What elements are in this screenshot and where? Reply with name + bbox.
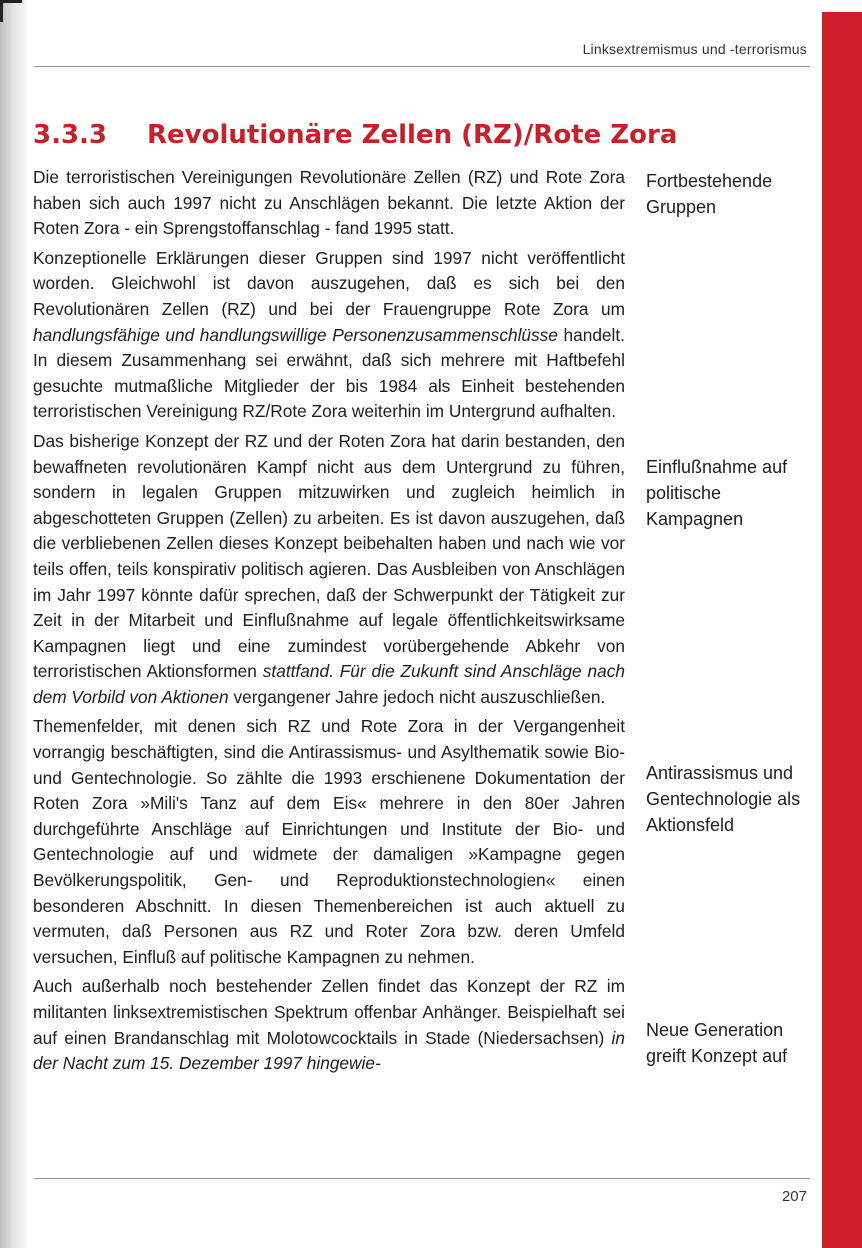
body-text xyxy=(33,165,625,1081)
chapter-color-tab xyxy=(822,12,862,1248)
paragraph-4: Themenfelder, mit denen sich RZ und Rote Zora in der Vergangenheit vorrangig beschäftigten, sind die Antirassismus- und Asylthematik sowie Bio- und Gentechnologie. So zählte die 1993 erschienene Dokumentation der Roten Zora »Mili's Tanz auf dem Eis« mehrere in den 80er Jahren durchgeführte Anschläge auf Einrichtungen und Institute der Bio- und Gentechnologie auf und widmete der damaligen »Kampagne gegen Bevölkerungspolitik, Gen- und Reproduktionstechnologien« einen besonderen Abschnitt. In diesen Themenbereichen ist auch aktuell zu vermuten, daß Personen aus RZ und Roter Zora bzw. deren Umfeld versuchen, Einfluß auf politische Kampagnen zu nehmen. xyxy=(33,716,625,967)
paragraph-2-text-a: Konzeptionelle Erklärungen dieser Gruppen sind 1997 nicht veröffentlicht worden. Gleichwohl ist davon auszugehen, daß es sich bei den Revolutionären Zellen (RZ) und bei der Frauengruppe Rote Zora um xyxy=(33,247,625,319)
footer-rule xyxy=(34,1178,810,1179)
margin-note-groups: Fortbestehende Gruppen xyxy=(646,171,773,217)
margin-note-campaigns: Einflußnahme auf politische Kampagnen xyxy=(646,457,788,529)
paragraph-3 xyxy=(33,429,625,711)
paragraph-1: Die terroristischen Vereinigungen Revolutionäre Zellen (RZ) und Rote Zora haben sich auch 1997 nicht zu Anschlägen bekannt. Die letzte Aktion der Roten Zora - ein Sprengstoffanschlag - fand 1995 statt. xyxy=(33,167,625,239)
paragraph-3-text-b: vergangener Jahre jedoch nicht auszuschließen. xyxy=(228,686,606,707)
crop-mark xyxy=(0,0,22,22)
paragraph-3-emphasis: stattfand. Für die Zukunft sind Anschläge nach dem Vorbild von Aktionen xyxy=(33,661,625,707)
paragraph-5 xyxy=(33,974,625,1076)
page-number: 207 xyxy=(781,1188,807,1205)
paragraph-5-emphasis: in der Nacht zum 15. Dezember 1997 hingewie- xyxy=(33,1027,625,1074)
margin-note-new-generation: Neue Generation greift Konzept auf xyxy=(646,1020,788,1066)
page-gutter-shadow xyxy=(0,0,30,1248)
paragraph-3-text-a: Das bisherige Konzept der RZ und der Roten Zora hat darin bestanden, den bewaffneten revolutionären Kampf nicht aus dem Untergrund zu führen, sondern in legalen Gruppen mitzuwirken und zugleich heimlich in abgeschotteten Gruppen (Zellen) zu arbeiten. Es ist davon auszugehen, daß die verbliebenen Zellen dieses Konzept beibehalten haben und nach wie vor teils offen, teils konspirativ politisch agieren. Das Ausbleiben von Anschlägen im Jahr 1997 könnte dafür sprechen, daß der Schwerpunkt der Tätigkeit zur Zeit in der Mitarbeit und Einflußnahme auf legale öffentlichkeitswirksame Kampagnen liegt und eine zumindest vorübergehende Abkehr von terroristischen Aktionsformen xyxy=(33,430,625,682)
paragraph-2-emphasis: handlungsfähige und handlungswillige Personenzusammenschlüsse xyxy=(33,324,558,345)
section-number: 3.3.3 xyxy=(33,120,108,150)
section-title: Revolutionäre Zellen (RZ)/Rote Zora xyxy=(147,120,678,150)
paragraph-5-text-a: Auch außerhalb noch bestehender Zellen findet das Konzept der RZ im militanten linksextremistischen Spektrum offenbar Anhänger. Beispielhaft sei auf einen Brandanschlag mit Molotowcocktails in Stade (Niedersachsen) xyxy=(33,976,625,1048)
running-header: Linksextremismus und -terrorismus xyxy=(582,41,807,57)
section-heading xyxy=(33,120,677,150)
paragraph-2-text-b: handelt. In diesem Zusammenhang sei erwähnt, daß sich mehrere mit Haftbefehl gesuchte mutmaßliche Mitglieder der bis 1984 als Einheit bestehenden terroristischen Vereinigung RZ/Rote Zora weiterhin im Untergrund aufhalten. xyxy=(33,324,625,422)
paragraph-2 xyxy=(33,246,625,425)
margin-note-action-field: Antirassismus und Gentechnologie als Aktionsfeld xyxy=(646,763,801,835)
header-rule xyxy=(34,66,810,67)
